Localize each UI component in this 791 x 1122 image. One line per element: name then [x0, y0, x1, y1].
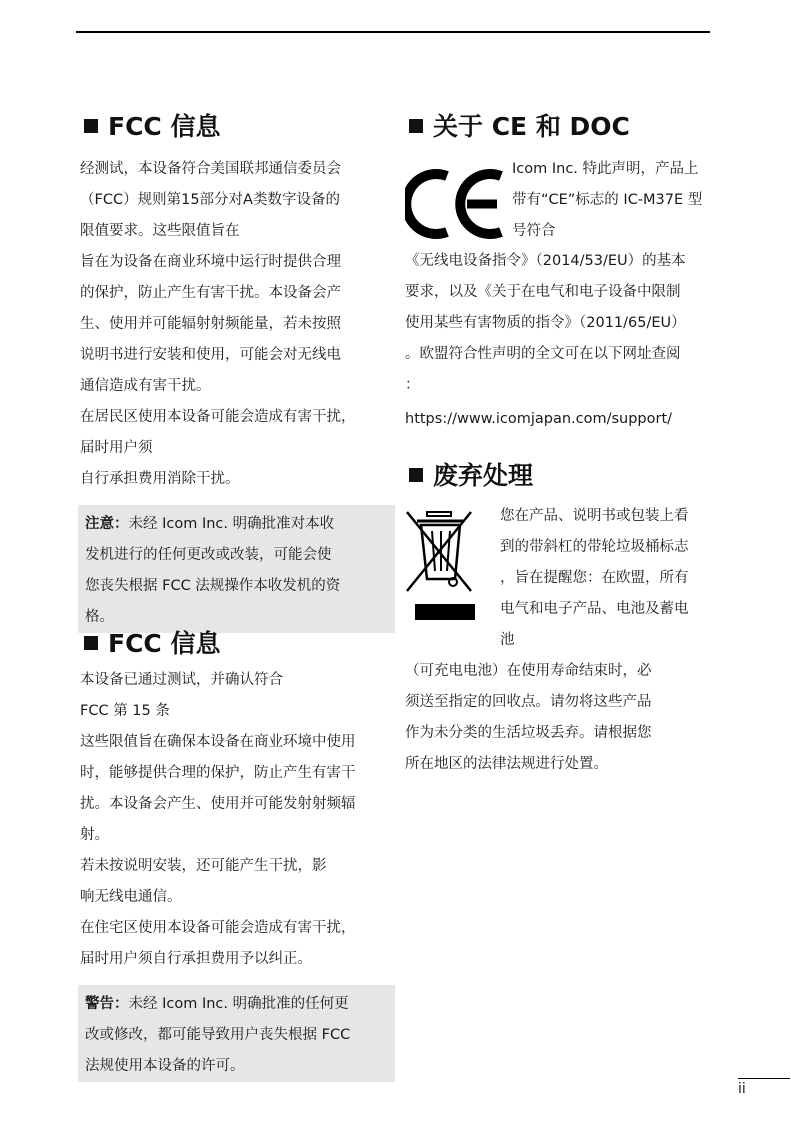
section-heading-fcc-1: FCC 信息 [80, 110, 390, 144]
text-line: Icom Inc. 特此声明，产品上 [512, 161, 699, 177]
text-line: 警告：未经 Icom Inc. 明确批准的任何更 [85, 996, 349, 1012]
text-line: 时，能够提供合理的保护，防止产生有害干 [80, 765, 356, 781]
text-line: 通信造成有害干扰。 [80, 378, 211, 394]
text-line: 。欧盟符合性声明的全文可在以下网址查阅 [405, 346, 681, 362]
caution-label: 注意： [85, 516, 129, 532]
crossed-wheelie-bin-icon [405, 509, 475, 621]
bullet-square-icon [409, 468, 423, 482]
text-line: 所在地区的法律法规进行处置。 [405, 756, 608, 772]
fcc-paragraph-1 [80, 154, 390, 495]
bullet-square-icon [84, 119, 98, 133]
text-line: 您在产品、说明书或包装上看 [500, 508, 689, 524]
ce-mark-icon [405, 168, 505, 240]
text-line: 带有“CE”标志的 IC-M37E 型 [512, 192, 703, 208]
warning-box [78, 985, 395, 1082]
text-line: 您丧失根据 FCC 法规操作本收发机的资 [85, 578, 341, 594]
text-line: 到的带斜杠的带轮垃圾桶标志 [500, 539, 689, 555]
text-line: 限值要求。这些限值旨在 [80, 223, 240, 239]
text-line: 使用某些有害物质的指令》（2011/65/EU） [405, 315, 686, 331]
text-line: 若未按说明安装，还可能产生干扰，影 [80, 858, 327, 874]
text-line: 本设备已通过测试，并确认符合 [80, 672, 283, 688]
left-column [80, 110, 390, 1082]
ce-paragraph [405, 246, 725, 435]
warning-label: 警告： [85, 996, 129, 1012]
text-line: 《无线电设备指令》（2014/53/EU）的基本 [405, 253, 686, 269]
disposal-intro-text [500, 501, 720, 656]
bullet-square-icon [409, 119, 423, 133]
text-line: 的保护，防止产生有害干扰。本设备会产 [80, 285, 341, 301]
text-line: 响无线电通信。 [80, 889, 182, 905]
text-line: 自行承担费用消除干扰。 [80, 471, 240, 487]
text-line: 改或修改，都可能导致用户丧失根据 FCC [85, 1027, 351, 1043]
page-number: ii [738, 1081, 746, 1097]
text-line: （可充电电池）在使用寿命结束时，必 [405, 663, 652, 679]
text-line: 须送至指定的回收点。请勿将这些产品 [405, 694, 652, 710]
text-line: 经测试，本设备符合美国联邦通信委员会 [80, 161, 341, 177]
section-heading-ce-doc: 关于 CE 和 DOC [405, 110, 725, 144]
text-line: 号符合 [512, 223, 556, 239]
text-line: 格。 [85, 609, 114, 625]
text-line: 届时用户须自行承担费用予以纠正。 [80, 951, 312, 967]
text-line: 射。 [80, 827, 109, 843]
text-line: 在住宅区使用本设备可能会造成有害干扰， [80, 920, 356, 936]
text-line: 届时用户须 [80, 440, 153, 456]
support-url: https://www.icomjapan.com/support/ [405, 411, 673, 427]
section-heading-fcc-2: FCC 信息 [80, 627, 390, 661]
header-rule [76, 31, 710, 33]
ce-block [405, 154, 725, 246]
text-line: 池 [500, 632, 515, 648]
disposal-paragraph [405, 656, 725, 780]
disposal-block [405, 501, 725, 656]
text-line: 要求，以及《关于在电气和电子设备中限制 [405, 284, 681, 300]
section-heading-disposal: 废弃处理 [405, 459, 725, 493]
text-line: ： [405, 377, 420, 393]
text-line: （FCC）规则第15部分对A类数字设备的 [80, 192, 340, 208]
text-line: 旨在为设备在商业环境中运行时提供合理 [80, 254, 341, 270]
text-line: 作为未分类的生活垃圾丢弃。请根据您 [405, 725, 652, 741]
text-line: 注意：未经 Icom Inc. 明确批准对本收 [85, 516, 335, 532]
bullet-square-icon [84, 636, 98, 650]
text-line: 在居民区使用本设备可能会造成有害干扰， [80, 409, 356, 425]
caution-box [78, 505, 395, 633]
text-line: 电气和电子产品、电池及蓄电 [500, 601, 689, 617]
text-line: 生、使用并可能辐射射频能量，若未按照 [80, 316, 341, 332]
right-column [405, 110, 725, 780]
text-line: 这些限值旨在确保本设备在商业环境中使用 [80, 734, 356, 750]
text-line: 扰。本设备会产生、使用并可能发射射频辐 [80, 796, 356, 812]
footer-rule [738, 1078, 790, 1079]
text-line: FCC 第 15 条 [80, 703, 170, 719]
text-line: 说明书进行安装和使用，可能会对无线电 [80, 347, 341, 363]
fcc-paragraph-2 [80, 665, 390, 975]
ce-intro-text [512, 154, 732, 247]
text-line: 发机进行的任何更改或改装，可能会使 [85, 547, 332, 563]
text-line: ，旨在提醒您：在欧盟，所有 [500, 570, 689, 586]
text-line: 法规使用本设备的许可。 [85, 1058, 245, 1074]
